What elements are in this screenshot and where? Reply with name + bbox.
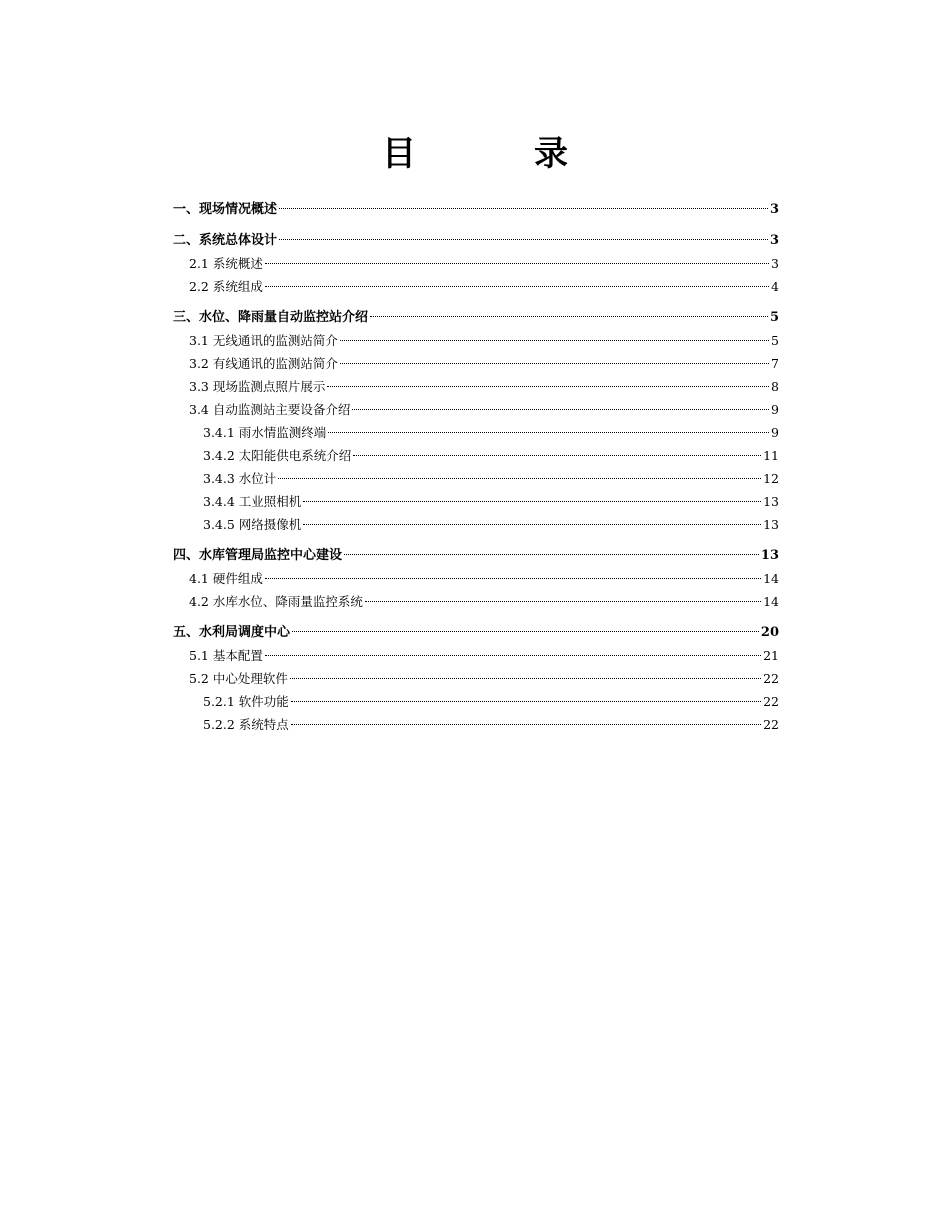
toc-entry-label: 2.1 系统概述 xyxy=(189,256,263,271)
toc-entry-label: 3.4.4 工业照相机 xyxy=(203,494,302,509)
toc-entry[interactable] xyxy=(173,713,779,736)
toc-dot-leader xyxy=(303,501,761,502)
toc-entry-page-number: 13 xyxy=(763,494,779,509)
toc-dot-leader xyxy=(292,631,759,632)
toc-entry-label: 3.4.3 水位计 xyxy=(203,471,277,486)
page-title: 目 录 xyxy=(382,134,610,174)
toc-entry[interactable] xyxy=(173,567,779,590)
toc-entry[interactable] xyxy=(173,398,779,421)
toc-entry-label: 5.2.2 系统特点 xyxy=(203,717,289,732)
toc-entry-page-number: 8 xyxy=(771,379,779,394)
toc-entry-page-number: 5 xyxy=(771,333,779,348)
toc-entry-label: 3.2 有线通讯的监测站简介 xyxy=(189,356,338,371)
toc-entry[interactable] xyxy=(173,306,779,329)
toc-dot-leader xyxy=(290,678,761,679)
toc-entry[interactable] xyxy=(173,444,779,467)
toc-dot-leader xyxy=(265,655,761,656)
toc-entry-page-number: 9 xyxy=(771,425,779,440)
table-of-contents xyxy=(173,198,779,736)
toc-entry-label: 3.4.5 网络摄像机 xyxy=(203,517,302,532)
toc-entry[interactable] xyxy=(173,644,779,667)
toc-entry[interactable] xyxy=(173,667,779,690)
toc-entry-label: 5.2.1 软件功能 xyxy=(203,694,289,709)
toc-dot-leader xyxy=(278,478,761,479)
toc-dot-leader xyxy=(291,724,761,725)
toc-entry-label: 5.2 中心处理软件 xyxy=(189,671,288,686)
toc-entry-label: 3.4 自动监测站主要设备介绍 xyxy=(189,402,351,417)
toc-entry[interactable] xyxy=(173,467,779,490)
toc-entry[interactable] xyxy=(173,621,779,644)
toc-entry[interactable] xyxy=(173,252,779,275)
toc-entry-page-number: 12 xyxy=(763,471,779,486)
toc-entry-page-number: 22 xyxy=(763,717,779,732)
toc-dot-leader xyxy=(291,701,761,702)
toc-entry-page-number: 9 xyxy=(771,402,779,417)
toc-entry-page-number: 3 xyxy=(771,256,779,271)
toc-entry-page-number: 14 xyxy=(763,571,779,586)
toc-entry[interactable] xyxy=(173,490,779,513)
toc-dot-leader xyxy=(340,363,769,364)
toc-dot-leader xyxy=(352,409,769,410)
toc-entry-label: 4.2 水库水位、降雨量监控系统 xyxy=(189,594,363,609)
toc-entry-label: 一、现场情况概述 xyxy=(173,202,278,217)
toc-entry-label: 三、水位、降雨量自动监控站介绍 xyxy=(173,310,369,325)
toc-dot-leader xyxy=(279,208,768,209)
toc-entry-page-number: 22 xyxy=(763,671,779,686)
toc-dot-leader xyxy=(353,455,761,456)
toc-entry-label: 3.4.2 太阳能供电系统介绍 xyxy=(203,448,352,463)
toc-dot-leader xyxy=(365,601,761,602)
toc-entry-label: 五、水利局调度中心 xyxy=(173,625,291,640)
toc-entry-page-number: 22 xyxy=(763,694,779,709)
toc-entry-page-number: 4 xyxy=(771,279,779,294)
toc-dot-leader xyxy=(265,286,769,287)
toc-entry[interactable] xyxy=(173,375,779,398)
toc-entry-page-number: 11 xyxy=(763,448,779,463)
toc-entry-page-number: 13 xyxy=(763,517,779,532)
toc-dot-leader xyxy=(265,263,769,264)
toc-dot-leader xyxy=(370,316,768,317)
toc-entry-label: 四、水库管理局监控中心建设 xyxy=(173,548,343,563)
toc-dot-leader xyxy=(279,239,768,240)
toc-dot-leader xyxy=(340,340,769,341)
toc-entry-page-number: 3 xyxy=(769,202,779,217)
toc-entry-page-number: 5 xyxy=(769,310,779,325)
toc-entry-label: 二、系统总体设计 xyxy=(173,233,278,248)
toc-entry-page-number: 20 xyxy=(760,625,779,640)
toc-dot-leader xyxy=(303,524,761,525)
toc-entry-label: 2.2 系统组成 xyxy=(189,279,263,294)
toc-dot-leader xyxy=(327,386,769,387)
toc-entry-page-number: 21 xyxy=(763,648,779,663)
toc-entry-label: 3.1 无线通讯的监测站简介 xyxy=(189,333,338,348)
toc-entry-label: 3.4.1 雨水情监测终端 xyxy=(203,425,327,440)
toc-entry[interactable] xyxy=(173,229,779,252)
toc-entry[interactable] xyxy=(173,352,779,375)
toc-entry[interactable] xyxy=(173,329,779,352)
toc-entry-page-number: 3 xyxy=(769,233,779,248)
toc-dot-leader xyxy=(328,432,769,433)
toc-entry[interactable] xyxy=(173,544,779,567)
toc-entry[interactable] xyxy=(173,513,779,536)
toc-entry-page-number: 14 xyxy=(763,594,779,609)
toc-entry[interactable] xyxy=(173,275,779,298)
toc-entry[interactable] xyxy=(173,198,779,221)
toc-entry-label: 5.1 基本配置 xyxy=(189,648,263,663)
toc-entry-label: 3.3 现场监测点照片展示 xyxy=(189,379,326,394)
toc-dot-leader xyxy=(344,554,759,555)
toc-entry[interactable] xyxy=(173,421,779,444)
toc-entry[interactable] xyxy=(173,590,779,613)
toc-dot-leader xyxy=(265,578,761,579)
toc-entry-page-number: 13 xyxy=(760,548,779,563)
toc-entry-label: 4.1 硬件组成 xyxy=(189,571,263,586)
toc-entry[interactable] xyxy=(173,690,779,713)
toc-entry-page-number: 7 xyxy=(771,356,779,371)
